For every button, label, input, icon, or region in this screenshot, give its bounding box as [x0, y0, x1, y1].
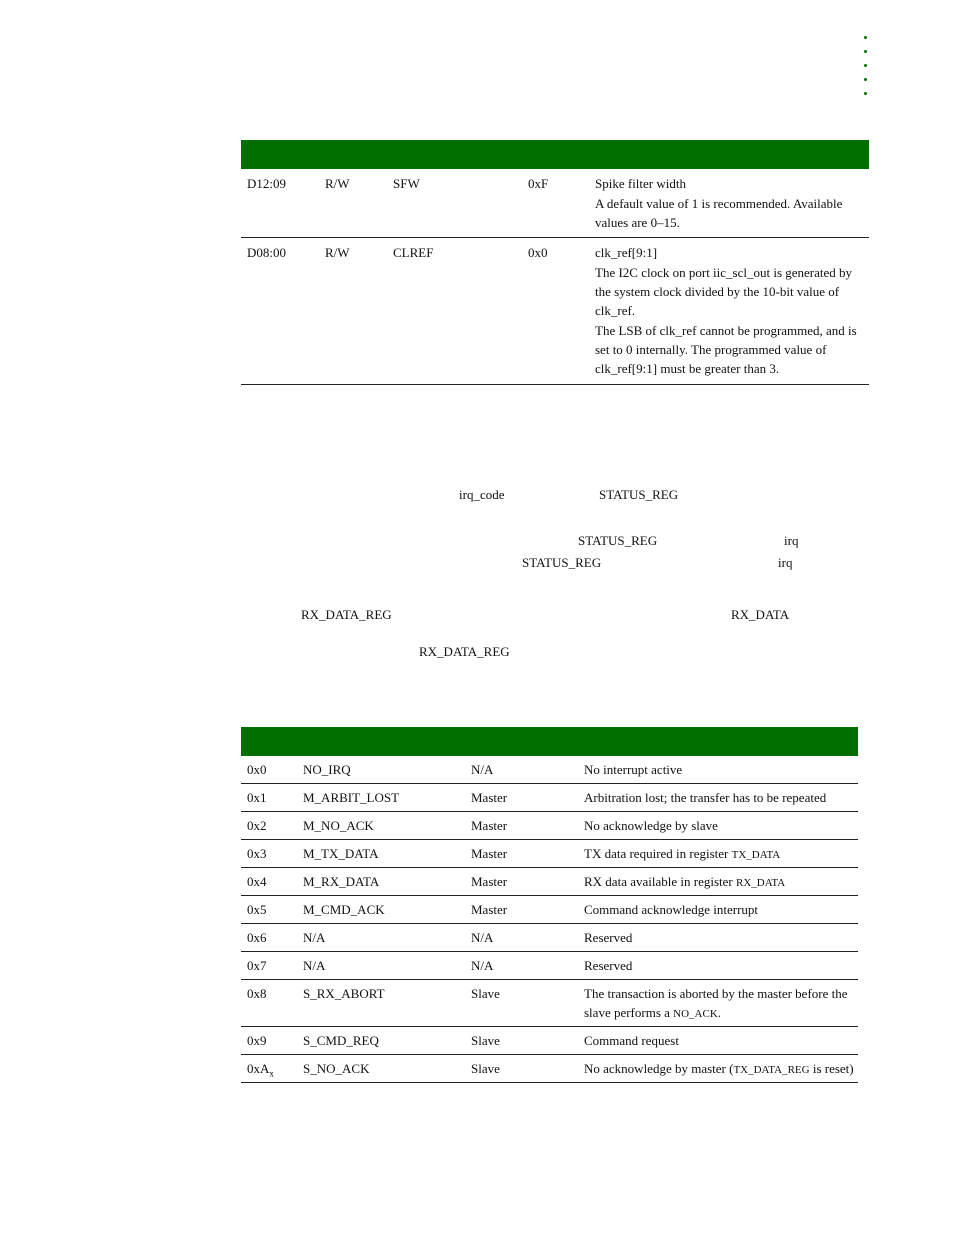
irq-name: S_NO_ACK [303, 1061, 370, 1076]
description-text: RX data available in register [584, 874, 736, 889]
irq-description [584, 844, 856, 865]
irq-code-table [241, 727, 858, 1083]
description-text: No acknowledge by master ( [584, 1061, 734, 1076]
margin-dot [864, 36, 867, 39]
table-row [241, 924, 858, 952]
irq-name: S_RX_ABORT [303, 986, 385, 1001]
irq-code [247, 1031, 267, 1050]
irq-name: NO_IRQ [303, 762, 351, 777]
code-term-status-reg: STATUS_REG [522, 555, 602, 570]
register-name: NO_ACK [673, 1008, 718, 1020]
field-bits: D08:00 [247, 245, 286, 260]
irq-code-value: 0x2 [247, 818, 267, 833]
irq-code-value: 0x3 [247, 846, 267, 861]
margin-dot-leader [864, 36, 868, 106]
code-term-irq: irq [784, 533, 799, 548]
irq-code-value: 0x5 [247, 902, 267, 917]
irq-mode: Slave [471, 986, 500, 1001]
irq-description: Arbitration lost; the transfer has to be repeated [584, 790, 827, 805]
irq-code [247, 872, 267, 891]
field-bits: D12:09 [247, 176, 286, 191]
irq-code [247, 900, 267, 919]
table-row [241, 784, 858, 812]
irq-code [247, 760, 267, 779]
irq-code-value: 0x8 [247, 986, 267, 1001]
table-row [241, 896, 858, 924]
description-paragraph: The I2C clock on port iic_scl_out is generated by the system clock divided by the 10-bit value of clk_ref. [595, 265, 853, 318]
table-row [241, 756, 858, 784]
register-name: TX_DATA_REG [733, 1064, 810, 1076]
irq-mode: Master [471, 790, 508, 805]
table-row [241, 868, 858, 896]
field-default: 0xF [528, 176, 549, 191]
field-description [595, 174, 867, 233]
irq-mode: Master [471, 846, 508, 861]
margin-dot [864, 50, 867, 53]
description-text: is reset) [809, 1061, 854, 1076]
code-term-status-reg: STATUS_REG [599, 487, 679, 502]
register-name: TX_DATA [731, 849, 781, 861]
description-paragraph: The LSB of clk_ref cannot be programmed, and is set to 0 internally. The programmed value of clk_ref[9:1] must be greater than 3. [595, 323, 857, 376]
irq-description: Command request [584, 1033, 679, 1048]
field-name: SFW [393, 176, 420, 191]
irq-mode: Slave [471, 1033, 500, 1048]
table-row [241, 840, 858, 868]
irq-description [584, 872, 856, 893]
description-text: . [717, 1005, 722, 1020]
irq-code-value: 0x9 [247, 1033, 267, 1048]
code-term-rx-data-reg: RX_DATA_REG [419, 644, 510, 659]
table-row [241, 980, 858, 1027]
field-default: 0x0 [528, 245, 548, 260]
irq-code-value: 0x0 [247, 762, 267, 777]
irq-code [247, 1059, 274, 1084]
table-row [241, 238, 869, 385]
register-field-table [241, 140, 869, 385]
description-paragraph: clk_ref[9:1] [595, 245, 658, 260]
irq-name: N/A [303, 958, 326, 973]
irq-code-value: 0x1 [247, 790, 267, 805]
description-paragraph: Spike filter width [595, 176, 686, 191]
table-row [241, 812, 858, 840]
irq-description [584, 984, 856, 1024]
irq-code [247, 844, 267, 863]
code-term-rx-data: RX_DATA [731, 607, 790, 622]
irq-description [584, 1059, 856, 1080]
field-access: R/W [325, 176, 350, 191]
table-row [241, 169, 869, 238]
field-access: R/W [325, 245, 350, 260]
irq-description: Reserved [584, 930, 633, 945]
register-name: RX_DATA [735, 877, 786, 889]
table-header-bar [241, 727, 858, 756]
irq-code-value: 0x6 [247, 930, 267, 945]
code-term-irq-code: irq_code [459, 487, 505, 502]
irq-table-body [241, 756, 858, 1083]
code-term-irq: irq [778, 555, 793, 570]
irq-code-value: 0x7 [247, 958, 267, 973]
irq-description: Command acknowledge interrupt [584, 902, 759, 917]
irq-mode: Master [471, 874, 508, 889]
irq-code-value: 0xA [247, 1061, 270, 1076]
irq-description: Reserved [584, 958, 633, 973]
description-text: TX data required in register [584, 846, 732, 861]
irq-name: M_ARBIT_LOST [303, 790, 400, 805]
description-text: The transaction is aborted by the master before the slave performs a [584, 986, 848, 1020]
irq-mode: N/A [471, 930, 494, 945]
margin-dot [864, 92, 867, 95]
field-name: CLREF [393, 245, 434, 260]
irq-code [247, 956, 267, 975]
irq-name: N/A [303, 930, 326, 945]
irq-mode: Master [471, 902, 508, 917]
code-term-rx-data-reg: RX_DATA_REG [301, 607, 392, 622]
margin-dot [864, 78, 867, 81]
irq-name: S_CMD_REQ [303, 1033, 379, 1048]
margin-dot [864, 64, 867, 67]
irq-code [247, 788, 267, 807]
irq-name: M_TX_DATA [303, 846, 379, 861]
irq-mode: N/A [471, 958, 494, 973]
irq-code [247, 928, 267, 947]
irq-name: M_CMD_ACK [303, 902, 385, 917]
code-term-status-reg: STATUS_REG [578, 533, 658, 548]
irq-description: No interrupt active [584, 762, 683, 777]
table-header-bar [241, 140, 869, 169]
field-description [595, 243, 867, 379]
table-row [241, 1055, 858, 1083]
irq-code [247, 984, 267, 1003]
irq-mode: Slave [471, 1061, 500, 1076]
table-row [241, 952, 858, 980]
irq-mode: Master [471, 818, 508, 833]
irq-code [247, 816, 267, 835]
irq-description: No acknowledge by slave [584, 818, 718, 833]
irq-code-subscript: x [269, 1068, 274, 1079]
irq-code-value: 0x4 [247, 874, 267, 889]
irq-name: M_NO_ACK [303, 818, 374, 833]
table-row [241, 1027, 858, 1055]
irq-name: M_RX_DATA [303, 874, 380, 889]
irq-mode: N/A [471, 762, 494, 777]
description-paragraph: A default value of 1 is recommended. Available values are 0–15. [595, 196, 843, 230]
